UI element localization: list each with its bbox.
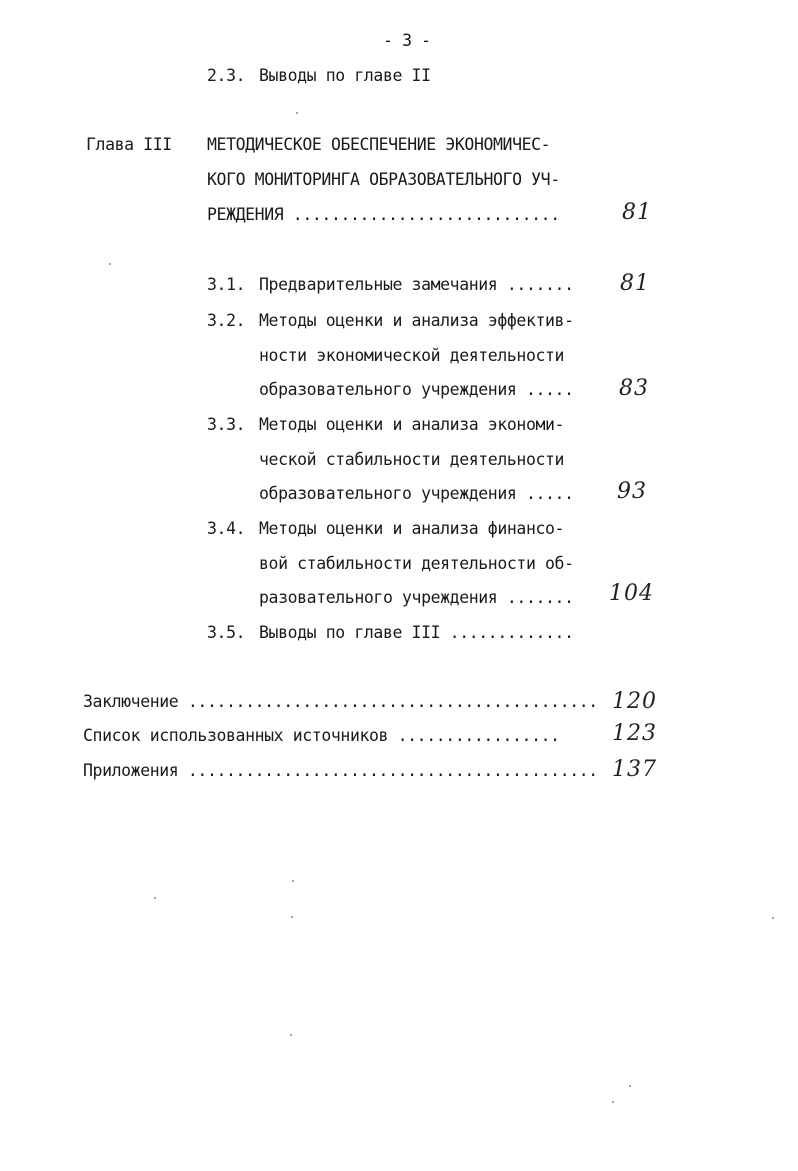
entry-title: Заключение ........................................... (83, 692, 598, 711)
section-title-line: Методы оценки и анализа экономи- (259, 415, 565, 434)
section-title-line: разовательного учреждения ....... (259, 588, 574, 607)
handwritten-page-number: 104 (609, 581, 654, 606)
section-title-line: образовательного учреждения ..... (259, 484, 574, 503)
entry-title: Приложения ........................................... (83, 761, 598, 780)
section-title-line: Методы оценки и анализа финансо- (259, 519, 565, 538)
section-title-line: образовательного учреждения ..... (259, 380, 574, 399)
scan-speck (290, 1034, 292, 1036)
section-title-line: Методы оценки и анализа эффектив- (259, 311, 574, 330)
section-number: 3.2. (207, 311, 246, 330)
handwritten-page-number: 81 (622, 200, 652, 225)
handwritten-page-number: 123 (612, 721, 657, 746)
handwritten-page-number: 93 (617, 479, 647, 504)
section-title: Предварительные замечания ....... (259, 275, 574, 294)
page-number: - 3 - (383, 31, 431, 50)
section-title-line: ческой стабильности деятельности (259, 450, 565, 469)
handwritten-page-number: 83 (619, 376, 649, 401)
section-title-line: ности экономической деятельности (259, 346, 565, 365)
handwritten-page-number: 81 (620, 271, 650, 296)
entry-title: Список использованных источников ................. (83, 726, 560, 745)
scan-speck (154, 897, 156, 899)
scan-speck (291, 916, 293, 918)
scan-speck (296, 112, 298, 114)
chapter-title-line: МЕТОДИЧЕСКОЕ ОБЕСПЕЧЕНИЕ ЭКОНОМИЧЕС- (207, 135, 551, 154)
chapter-label: Глава III (86, 135, 172, 154)
scan-speck (612, 1101, 614, 1103)
section-title: Выводы по главе III ............. (259, 623, 574, 642)
section-number: 3.5. (207, 623, 246, 642)
section-number: 3.3. (207, 415, 246, 434)
scan-speck (629, 1085, 631, 1087)
section-title-line: вой стабильности деятельности об- (259, 554, 574, 573)
handwritten-page-number: 120 (612, 689, 657, 714)
handwritten-page-number: 137 (612, 757, 657, 782)
section-number: 3.1. (207, 275, 246, 294)
scan-speck (772, 917, 774, 919)
chapter-title-line: РЕЖДЕНИЯ ............................ (207, 205, 560, 224)
section-title: Выводы по главе II (259, 66, 431, 85)
chapter-title-line: КОГО МОНИТОРИНГА ОБРАЗОВАТЕЛЬНОГО УЧ- (207, 170, 560, 189)
section-number: 2.3. (207, 66, 246, 85)
scan-speck (292, 880, 294, 882)
section-number: 3.4. (207, 519, 246, 538)
scan-speck (109, 263, 111, 265)
